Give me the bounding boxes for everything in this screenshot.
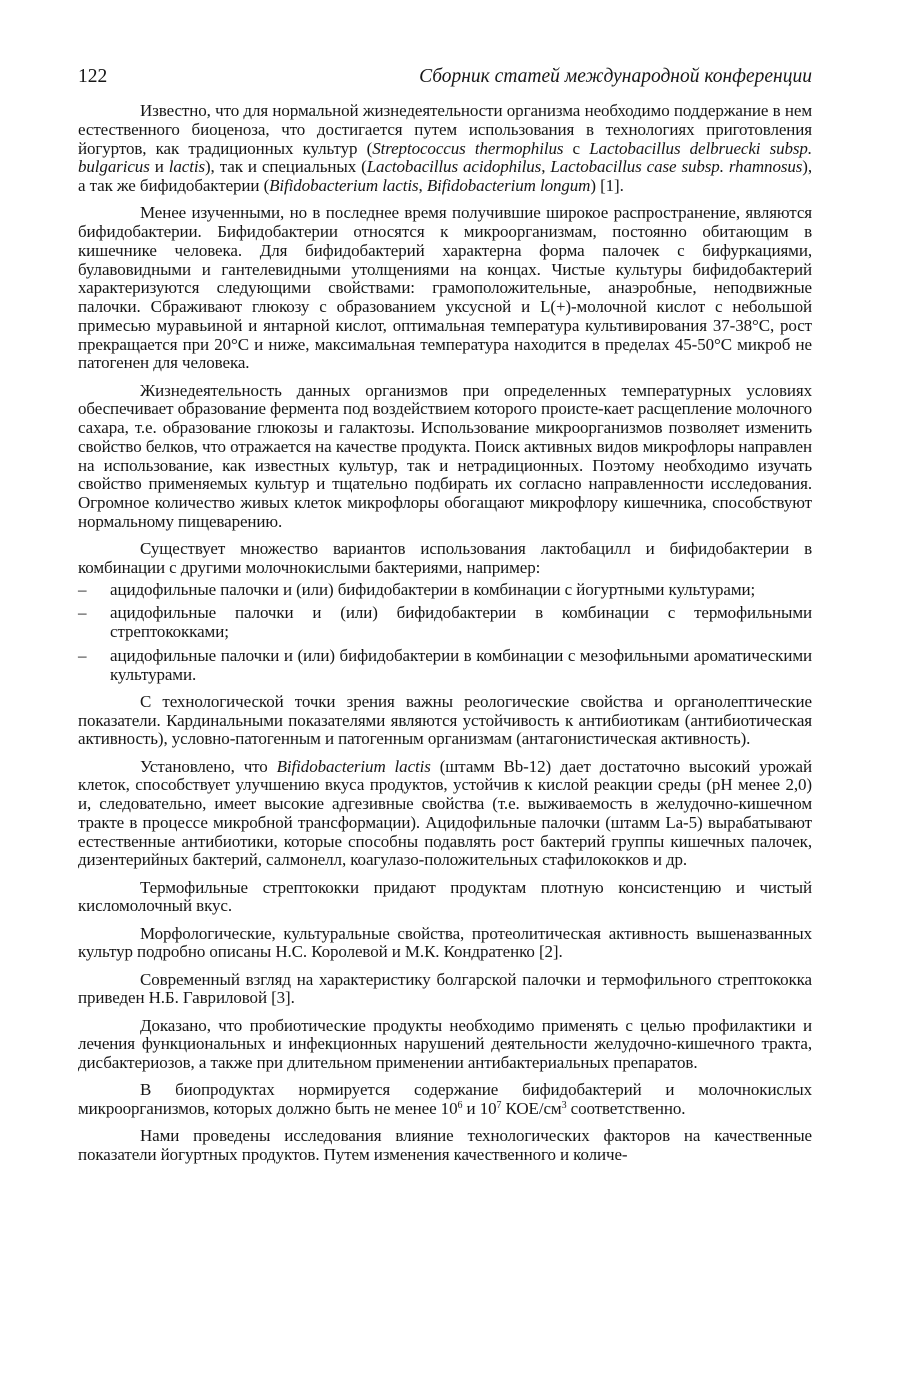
paragraph-5: С технологической точки зрения важны реологические свойства и органолептические показатели. Кардинальными показателями являются устойчивость к антибиотикам (антибиотическая активность), условно-патогенным и патогенным организмам (антагонистическая активность).: [78, 691, 812, 749]
paragraph-3: Жизнедеятельность данных организмов при определенных температурных условиях обеспечивает образование фермента под воздействием которого происте-кает расщепление молочного сахара, т.е. образование глюкозы и галактозы. Использование микроорганизмов позволяет изменить свойство белков, что отражается на качестве продукта. Поиск активных видов микрофлоры направлен на использование, как известных культур, так и нетрадиционных. Поэтому необходимо изучать свойство применяемых культур и тщательно подбирать их согласно направленности исследования. Огромное количество живых клеток микрофлоры обогащают микрофлору кишечника, способствуют нормальному пищеварению.: [78, 380, 812, 531]
paragraph-10: Доказано, что пробиотические продукты необходимо применять с целью профилактики и лечения функциональных и инфекционных нарушений деятельности желудочно-кишечного тракта, дисбактериозов, а также при длительном применении антибактериальных препаратов.: [78, 1015, 812, 1072]
list-item: – ацидофильные палочки и (или) бифидобактерии в комбинации с термофильными стрептококками;: [78, 604, 812, 642]
paragraph-12: Нами проведены исследования влияние технологических факторов на качественные показатели йогуртных продуктов. Путем изменения качественного и количе-: [78, 1126, 812, 1164]
paragraph-7: Термофильные стрептококки придают продуктам плотную консистенцию и чистый кисломолочный вкус.: [78, 877, 812, 916]
page: [78, 66, 812, 1165]
list-item: – ацидофильные палочки и (или) бифидобактерии в комбинации с йогуртными культурами;: [78, 581, 812, 600]
paragraph-8: Морфологические, культуральные свойства, протеолитическая активность вышеназванных культур подробно описаны Н.С. Королевой и М.К. Кондратенко [2].: [78, 923, 812, 962]
page-number: 122: [78, 66, 108, 87]
article-body: [78, 102, 812, 1165]
paragraph-11: В биопродуктах нормируется содержание бифидобактерий и молочнокислых микроорганизмов, которых должно быть не менее $10^6$ и $10^7$ КОЕ/$см^3$ соответственно.: [78, 1080, 812, 1118]
paragraph-4: Существует множество вариантов использования лактобацилл и бифидобактерии в комбинации с другими молочнокислыми бактериями, например:: [78, 539, 812, 577]
paragraph-1: Известно, что для нормальной жизнедеятельности организма необходимо поддержание в нем естественного биоценоза, что достигается путем использования в технологиях приготовления йогуртов, как традиционных культур (Streptococcus thermophilus с Lactobacillus delbruecki subsp. bulgaricus и lactis), так и специальных (Lactobacillus acidophilus, Lactobacillus case subsp. rhamnosus), а так же бифидобактерии (Bifidobacterium lactis, Bifidobacterium longum) [1].: [78, 101, 812, 195]
page-header: [78, 66, 812, 88]
paragraph-9: Современный взгляд на характеристику болгарской палочки и термофильного стрептококка приведен Н.Б. Гавриловой [3].: [78, 969, 812, 1008]
combination-list: [78, 581, 812, 685]
running-title: Сборник статей международной конференции: [419, 66, 812, 87]
paragraph-2: Менее изученными, но в последнее время получившие широкое распространение, являются бифидобактерии. Бифидобактерии относятся к микроорганизмам, постоянно обитающим в кишечнике человека. Для бифидобактерий характерна форма палочек с бифуркациями, булавовидными и гантелевидными утолщениями на концах. Чистые культуры бифидобактерий характеризуются следующими свойствами: грамоположительные, анаэробные, неподвижные палочки. Сбраживают глюкозу с образованием уксусной и L(+)-молочной кислот с небольшой примесью муравьиной и янтарной кислот, оптимальная температура культивирования 37-38°С, рост прекращается при 20°С и ниже, максимальная температура находится в пределах 45-50°С микроб не патогенен для человека.: [78, 203, 812, 373]
paragraph-6: Установлено, что Bifidobacterium lactis (штамм Bb-12) дает достаточно высокий урожай клеток, способствует улучшению вкуса продуктов, устойчив к кислой реакции среды (pH менее 2,0) и, следовательно, имеет высокие адгезивные свойства (т.е. выживаемость в желудочно-кишечном тракте в процессе микробной трансформации). Ацидофильные палочки (штамм La-5) вырабатывают естественные антибиотики, которые способны подавлять рост бактерий группы кишечных палочек, дизентерийных бактерий, салмонелл, коагулазо-положительных стафилококков и др.: [78, 756, 812, 870]
list-item: – ацидофильные палочки и (или) бифидобактерии в комбинации с мезофильными ароматическими культурами.: [78, 647, 812, 685]
